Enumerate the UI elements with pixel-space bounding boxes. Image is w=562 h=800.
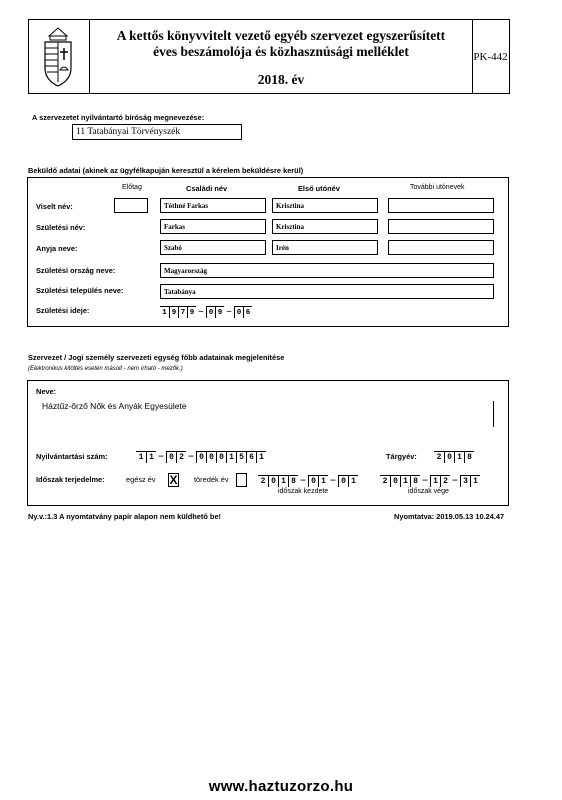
digit: 0 <box>206 306 215 318</box>
title-line-2: éves beszámolója és közhasznúsági melléklet <box>153 44 409 59</box>
period-label: Időszak terjedelme: <box>36 475 105 484</box>
col-family-header: Családi név <box>186 184 228 193</box>
regno-label: Nyilvántartási szám: <box>36 452 108 461</box>
digit: 8 <box>288 475 298 487</box>
digit: 9 <box>187 306 196 318</box>
digit: 6 <box>246 451 256 463</box>
name-more-field <box>388 198 494 213</box>
digit: 2 <box>380 475 390 487</box>
digit: 8 <box>464 451 474 463</box>
digit: 3 <box>460 475 470 487</box>
name-label: Viselt név: <box>36 202 73 211</box>
date-dash: — <box>300 476 306 485</box>
digit: 0 <box>390 475 400 487</box>
date-dash: — <box>452 476 458 485</box>
org-heading: Szervezet / Jogi személy szervezeti egység főbb adatainak megjelenítése <box>28 353 285 362</box>
mother-label: Anyja neve: <box>36 244 78 253</box>
court-field: 11 Tatabányai Törvényszék <box>72 124 242 140</box>
digit: 9 <box>169 306 178 318</box>
digit: 1 <box>136 451 146 463</box>
digit: 1 <box>348 475 358 487</box>
digit: 0 <box>216 451 226 463</box>
digit: 8 <box>410 475 420 487</box>
digit: 2 <box>434 451 444 463</box>
regno-dash: — <box>188 452 194 461</box>
digit: 1 <box>318 475 328 487</box>
version-note: Ny.v.:1.3 A nyomtatvány papír alapon nem küldhető be! <box>28 512 222 521</box>
digit: 6 <box>243 306 252 318</box>
period-start-field <box>258 473 358 487</box>
digit: 2 <box>176 451 186 463</box>
digit: 0 <box>234 306 243 318</box>
digit: 1 <box>226 451 236 463</box>
taxyear-label: Tárgyév: <box>386 452 417 461</box>
court-label: A szervezetet nyilvántartó bíróság megnevezése: <box>32 113 205 122</box>
org-name-label: Neve: <box>36 387 57 396</box>
digit: 5 <box>236 451 246 463</box>
full-year-checkbox[interactable]: X <box>169 473 178 487</box>
col-more-header: További utónevek <box>410 184 465 191</box>
form-header <box>28 19 510 94</box>
form-year: 2018. év <box>257 72 305 87</box>
date-dash: — <box>226 308 232 316</box>
org-name-field: Háztűz-őrző Nők és Anyák Egyesülete <box>42 401 494 427</box>
website-watermark: www.haztuzorzo.hu <box>208 778 354 795</box>
birth-more-field <box>388 219 494 234</box>
form-code: PK-442 <box>473 50 508 63</box>
mother-more-field <box>388 240 494 255</box>
sender-section <box>27 177 509 327</box>
digit: 2 <box>440 475 450 487</box>
name-family-field: Tóthné Farkas <box>160 198 266 213</box>
coat-of-arms-icon <box>35 26 81 88</box>
name-first-field: Krisztina <box>272 198 378 213</box>
date-label: Születési ideje: <box>36 306 90 315</box>
digit: 9 <box>215 306 224 318</box>
period-end-caption: időszak vége <box>408 488 449 495</box>
city-label: Születési település neve: <box>36 286 124 295</box>
birth-family-field: Farkas <box>160 219 266 234</box>
printed-timestamp: Nyomtatva: 2019.05.13 10.24.47 <box>394 512 505 521</box>
digit: 0 <box>166 451 176 463</box>
country-field: Magyarország <box>160 263 494 278</box>
digit: 0 <box>206 451 216 463</box>
title-line-1: A kettős könyvvitelt vezető egyéb szervezet egyszerűsített <box>116 28 446 43</box>
partial-year-checkbox[interactable] <box>236 473 247 487</box>
period-end-field <box>380 473 480 487</box>
birthname-label: Születési név: <box>36 223 86 232</box>
digit: 0 <box>444 451 454 463</box>
form-title <box>89 20 473 93</box>
digit: 1 <box>470 475 480 487</box>
mother-first-field: Irén <box>272 240 378 255</box>
digit: 7 <box>178 306 187 318</box>
digit: 2 <box>258 475 268 487</box>
taxyear-field <box>434 449 474 463</box>
digit: 1 <box>400 475 410 487</box>
city-field: Tatabánya <box>160 284 494 299</box>
sender-heading: Beküldő adatai (akinek az ügyfélkapuján keresztül a kérelem beküldésre kerül) <box>28 166 304 175</box>
digit: 0 <box>338 475 348 487</box>
regno-field <box>136 449 266 463</box>
digit: 0 <box>268 475 278 487</box>
col-first-header: Első utónév <box>298 184 340 193</box>
name-prefix-field <box>114 198 148 213</box>
period-start-caption: időszak kezdete <box>278 488 329 495</box>
digit: 0 <box>196 451 206 463</box>
birth-first-field: Krisztina <box>272 219 378 234</box>
full-year-label: egész év <box>126 475 156 484</box>
digit: 1 <box>146 451 156 463</box>
digit: 1 <box>430 475 440 487</box>
date-dash: — <box>198 308 204 316</box>
birth-date-field <box>160 304 252 318</box>
digit: 1 <box>278 475 288 487</box>
date-dash: — <box>422 476 428 485</box>
digit: 1 <box>454 451 464 463</box>
mother-family-field: Szabó <box>160 240 266 255</box>
col-prefix-header: Előtag <box>122 184 142 191</box>
regno-dash: — <box>158 452 164 461</box>
partial-year-label: töredék év <box>194 475 229 484</box>
digit: 1 <box>160 306 169 318</box>
digit: 1 <box>256 451 266 463</box>
org-section <box>27 380 509 506</box>
digit: 0 <box>308 475 318 487</box>
org-note: (Elektronikus kitöltés esetén másolt - nem írható - mezők.) <box>28 366 183 372</box>
country-label: Születési ország neve: <box>36 266 116 275</box>
date-dash: — <box>330 476 336 485</box>
